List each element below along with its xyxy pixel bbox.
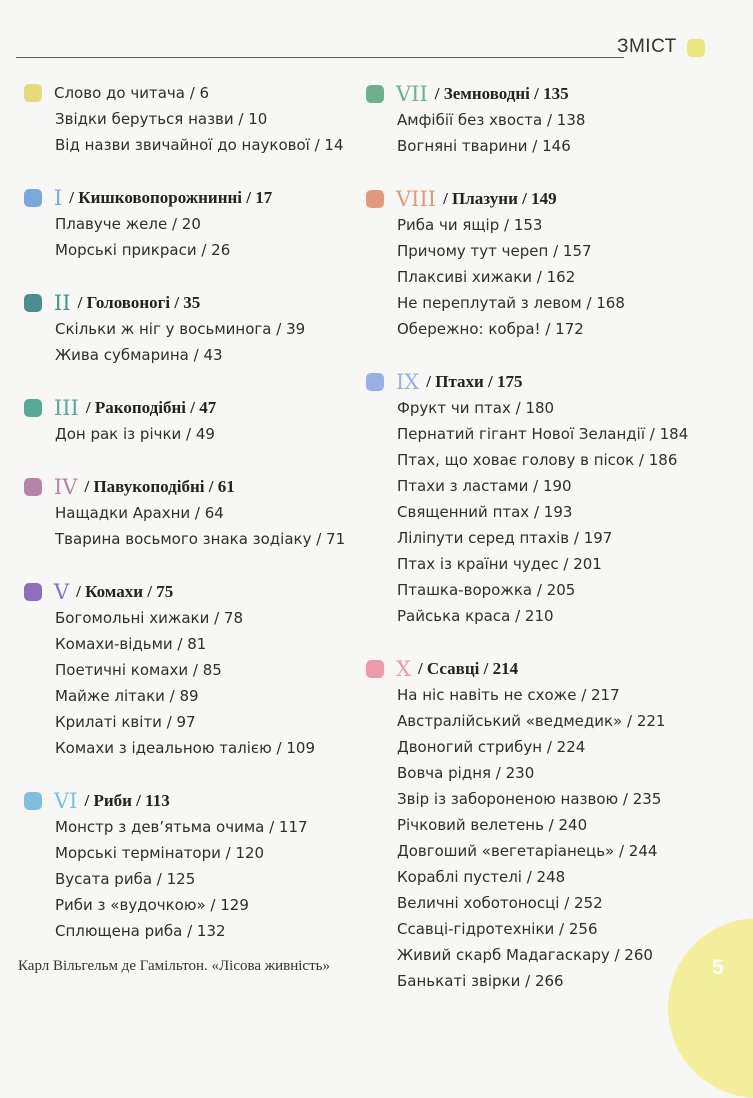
toc-entry: Причому тут череп / 157: [397, 242, 592, 260]
toc-entry: Крилаті квіти / 97: [55, 713, 196, 731]
toc-entry: Райська краса / 210: [397, 607, 554, 625]
section-title: / Ракоподібні / 47: [85, 397, 217, 417]
toc-section: [366, 80, 696, 159]
section-number: VII: [396, 81, 428, 106]
toc-entry: Пташка-ворожка / 205: [397, 581, 576, 599]
toc-entry: Банькаті звірки / 266: [397, 972, 564, 990]
toc-entry: Священний птах / 193: [397, 503, 573, 521]
toc-entry: Вовча рідня / 230: [397, 764, 535, 782]
toc-entry: Звідки беруться назви / 10: [55, 110, 268, 128]
section-title: / Кишковопорожнинні / 17: [69, 187, 273, 207]
toc-entry: Австралійський «ведмедик» / 221: [397, 712, 666, 730]
section-number: II: [54, 290, 71, 315]
section-number: V: [54, 579, 70, 604]
section-heading: [366, 80, 696, 107]
section-title: / Риби / 113: [84, 790, 170, 810]
section-heading: [24, 578, 344, 605]
section-bullet-icon: [24, 399, 42, 417]
toc-entry: Довгоший «вегетаріанець» / 244: [397, 842, 658, 860]
section-bullet-icon: [366, 85, 384, 103]
section-number: IX: [396, 369, 420, 394]
section-number: IV: [54, 474, 78, 499]
toc-section: [366, 185, 696, 342]
section-bullet-icon: [24, 294, 42, 312]
toc-entry: Вусата риба / 125: [55, 870, 196, 888]
title-marker-icon: [687, 39, 705, 57]
toc-entry: Птах, що ховає голову в пісок / 186: [397, 451, 678, 469]
section-bullet-icon: [24, 792, 42, 810]
toc-entry: Обережно: кобра! / 172: [397, 320, 584, 338]
toc-entry: Від назви звичайної до наукової / 14: [55, 136, 344, 154]
toc-entry: Птах із країни чудес / 201: [397, 555, 602, 573]
section-number: VI: [54, 788, 78, 813]
toc-entry: Риба чи ящір / 153: [397, 216, 543, 234]
section-number: VIII: [396, 186, 437, 211]
toc-entry: Дон рак із річки / 49: [55, 425, 215, 443]
toc-left-column: [24, 80, 344, 970]
toc-entry: Плаксиві хижаки / 162: [397, 268, 576, 286]
toc-entry: Пернатий гігант Нової Зеландії / 184: [397, 425, 689, 443]
toc-entry: Тварина восьмого знака зодіаку / 71: [55, 530, 346, 548]
section-title: / Комахи / 75: [76, 581, 174, 601]
section-bullet-icon: [366, 373, 384, 391]
toc-section: [366, 655, 696, 994]
toc-section: [24, 184, 344, 263]
section-heading: [366, 185, 696, 212]
section-heading: [24, 787, 344, 814]
toc-entry: Плавуче желе / 20: [55, 215, 201, 233]
toc-section: [24, 394, 344, 447]
toc-entry: Богомольні хижаки / 78: [55, 609, 244, 627]
toc-section: [24, 787, 344, 944]
toc-section: [24, 289, 344, 368]
toc-entry: Двоногий стрибун / 224: [397, 738, 586, 756]
section-number: X: [396, 656, 411, 681]
section-title: / Плазуни / 149: [443, 188, 557, 208]
section-number: I: [54, 185, 63, 210]
toc-entry: Величні хоботоносці / 252: [397, 894, 603, 912]
toc-entry: Слово до читача / 6: [54, 84, 210, 102]
page-number: 5: [712, 956, 724, 979]
toc-entry: Фрукт чи птах / 180: [397, 399, 555, 417]
section-title: / Земноводні / 135: [434, 83, 569, 103]
toc-entry: Амфібії без хвоста / 138: [397, 111, 586, 129]
section-bullet-icon: [24, 583, 42, 601]
page-title: ЗМІСТ: [617, 36, 677, 57]
toc-entry: Жива субмарина / 43: [55, 346, 223, 364]
toc-entry: Звір із забороненою назвою / 235: [397, 790, 662, 808]
toc-section: [24, 80, 344, 158]
section-bullet-icon: [366, 660, 384, 678]
toc-entry: Не переплутай з левом / 168: [397, 294, 625, 312]
section-bullet-icon: [24, 84, 42, 102]
toc-section: [366, 368, 696, 629]
toc-entry: Риби з «вудочкою» / 129: [55, 896, 249, 914]
section-heading: [24, 473, 344, 500]
section-heading: [24, 289, 344, 316]
toc-entry: Поетичні комахи / 85: [55, 661, 222, 679]
toc-entry: Ссавці-гідротехніки / 256: [397, 920, 598, 938]
toc-entry: Ліліпути серед птахів / 197: [397, 529, 613, 547]
toc-section: [24, 473, 344, 552]
section-title: / Ссавці / 214: [417, 658, 519, 678]
toc-entry: Птахи з ластами / 190: [397, 477, 572, 495]
section-title: / Павукоподібні / 61: [84, 476, 235, 496]
toc-entry: Сплющена риба / 132: [55, 922, 226, 940]
section-bullet-icon: [24, 189, 42, 207]
section-title: / Птахи / 175: [426, 371, 523, 391]
section-heading: [24, 184, 344, 211]
toc-entry: Морські термінатори / 120: [55, 844, 265, 862]
header-rule: [16, 57, 624, 58]
toc-entry: Монстр з дев’ятьма очима / 117: [55, 818, 308, 836]
toc-entry: Комахи з ідеальною талією / 109: [55, 739, 316, 757]
toc-entry: Комахи-відьми / 81: [55, 635, 207, 653]
toc-right-column: [366, 80, 696, 1020]
toc-entry: Морські прикраси / 26: [55, 241, 231, 259]
toc-entry: Кораблі пустелі / 248: [397, 868, 566, 886]
toc-entry: На ніс навіть не схоже / 217: [397, 686, 620, 704]
toc-section: [24, 578, 344, 761]
toc-entry: Річковий велетень / 240: [397, 816, 588, 834]
toc-entry: Майже літаки / 89: [55, 687, 199, 705]
section-bullet-icon: [366, 190, 384, 208]
section-heading: [366, 655, 696, 682]
toc-entry: Скільки ж ніг у восьминога / 39: [55, 320, 306, 338]
book-footer-caption: Карл Вільгельм де Гамільтон. «Лісова живність»: [18, 958, 330, 974]
toc-entry: Живий скарб Мадагаскару / 260: [397, 946, 653, 964]
section-title: / Головоногі / 35: [77, 292, 201, 312]
toc-entry: Нащадки Арахни / 64: [55, 504, 224, 522]
section-heading: [24, 394, 344, 421]
toc-entry: Вогняні тварини / 146: [397, 137, 571, 155]
section-bullet-icon: [24, 478, 42, 496]
section-heading: [366, 368, 696, 395]
section-number: III: [54, 395, 79, 420]
